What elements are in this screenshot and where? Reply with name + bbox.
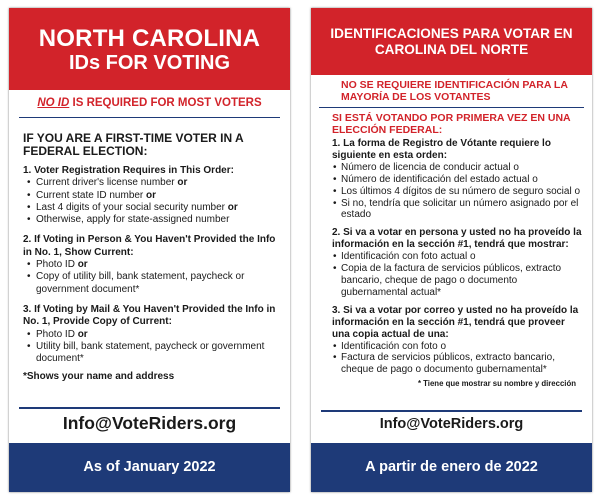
english-footnote: *Shows your name and address	[23, 371, 175, 383]
spanish-date-bar: A partir de enero de 2022	[311, 443, 592, 492]
spanish-item1-heading: 1. La forma de Registro de Vótante requiere lo siguiente en esta orden:	[332, 138, 551, 161]
list-item: • Número de identificación del estado actual o	[332, 174, 584, 186]
list-item: • Copia de la factura de servicios públicos, extracto bancario, cheque de pago o documento gubernamental actual*	[332, 263, 584, 299]
list-item: • Utility bill, bank statement, paycheck or government document*	[23, 341, 281, 366]
list-item: • Photo ID or	[23, 329, 281, 341]
english-subtitle-rest: IS REQUIRED FOR MOST VOTERS	[69, 97, 262, 109]
english-header	[9, 8, 290, 90]
english-title-line1: NORTH CAROLINA	[38, 24, 261, 52]
list-item: • Si no, tendría que solicitar un número asignado por el estado	[332, 198, 584, 222]
list-item: • Last 4 digits of your social security number or	[23, 202, 281, 214]
spanish-body	[311, 108, 592, 390]
spanish-item3-list	[332, 341, 584, 377]
english-item1-heading: 1. Voter Registration Requires in This Order:	[23, 165, 234, 176]
list-item: • Current state ID number or	[23, 190, 281, 202]
spanish-card	[311, 8, 592, 492]
english-date-bar: As of January 2022	[9, 443, 290, 492]
spanish-title: IDENTIFICACIONES PARA VOTAR EN CAROLINA DEL NORTE	[330, 25, 573, 57]
spanish-section-heading: SI ESTÁ VOTANDO POR PRIMERA VEZ EN UNA ELECCIÓN FEDERAL:	[332, 112, 571, 136]
english-email-link[interactable]: Info@VoteRiders.org	[62, 413, 237, 433]
spanish-item2-heading: 2. Si va a votar en persona y usted no ha proveído la información en la sección #1, tendrá que mostrar:	[332, 227, 582, 251]
list-item: • Los últimos 4 dígitos de su número de seguro social o	[332, 186, 584, 198]
spanish-email-link[interactable]: Info@VoteRiders.org	[379, 416, 524, 432]
list-item: • Identificación con foto o	[332, 341, 584, 353]
english-body	[9, 118, 290, 384]
english-card	[9, 8, 290, 492]
english-item1-list	[23, 177, 281, 226]
spanish-item1-list	[332, 162, 584, 222]
list-item: • Identificación con foto actual o	[332, 251, 584, 263]
list-item: • Copy of utility bill, bank statement, paycheck or government document*	[23, 271, 281, 296]
spanish-item3-heading: 3. Si va a votar por correo y usted no ha proveído la información en la sección #1, tendrá que proveer una copia actual de una:	[332, 304, 579, 340]
english-item3-heading: 3. If Voting by Mail & You Haven't Provided the Info in No. 1, Provide Copy of Current:	[23, 303, 276, 328]
spanish-subtitle: NO SE REQUIERE IDENTIFICACIÓN PARA LA MAYORÍA DE LOS VOTANTES	[319, 75, 584, 108]
list-item: • Photo ID or	[23, 259, 281, 271]
list-item: • Otherwise, apply for state-assigned number	[23, 214, 281, 226]
english-item2-list	[23, 259, 281, 296]
spanish-item2-list	[332, 251, 584, 299]
spanish-footnote: * Tiene que mostrar su nombre y dirección	[417, 379, 576, 389]
english-section-heading: IF YOU ARE A FIRST-TIME VOTER IN A FEDERAL ELECTION:	[23, 131, 244, 158]
english-subtitle-strong: NO ID	[37, 97, 70, 109]
spanish-header	[311, 8, 592, 75]
list-item: • Factura de servicios públicos, extracto bancario, cheque de pago o documento gubernamental*	[332, 352, 584, 376]
english-item2-heading: 2. If Voting in Person & You Haven't Provided the Info in No. 1, Show Current:	[23, 234, 276, 258]
english-subtitle	[19, 90, 280, 118]
english-title-line2: IDs FOR VOTING	[68, 51, 231, 74]
english-item3-list	[23, 329, 281, 366]
list-item: • Current driver's license number or	[23, 177, 281, 189]
list-item: • Número de licencia de conducir actual o	[332, 162, 584, 174]
